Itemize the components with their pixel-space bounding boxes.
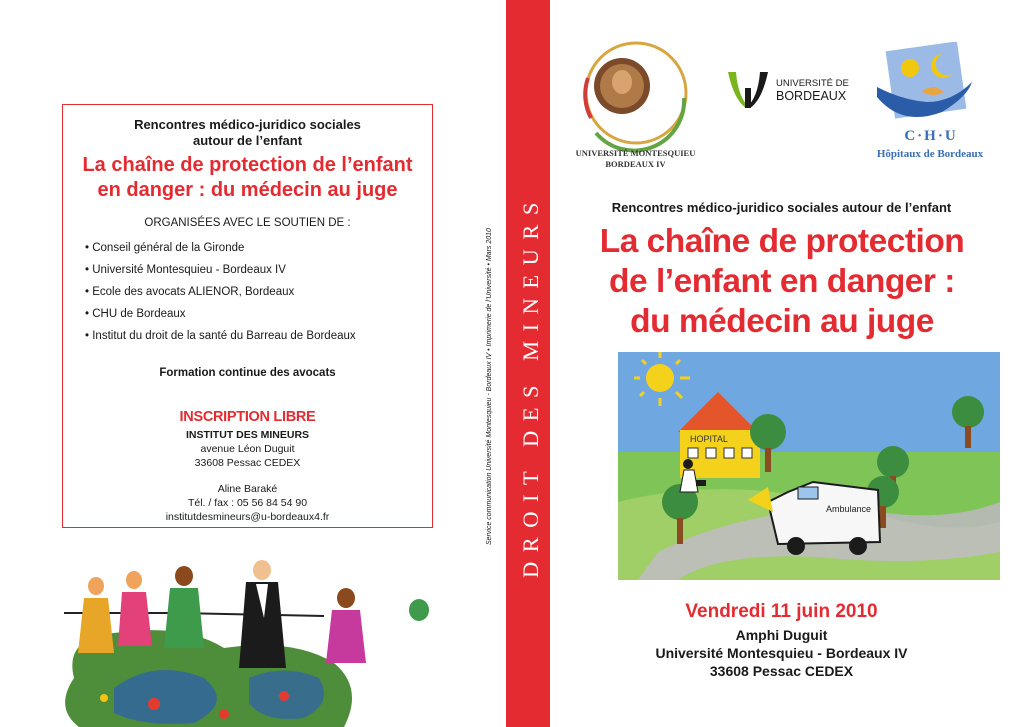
contact-street: avenue Léon Duguit — [200, 443, 295, 455]
venue-room: Amphi Duguit — [735, 627, 828, 643]
contact-person: Aline Baraké — [217, 483, 278, 495]
contact-phone: Tél. / fax : 05 56 84 54 90 — [187, 497, 308, 509]
supports-heading: ORGANISÉES AVEC LE SOUTIEN DE : — [144, 217, 351, 229]
box-title-line1: La chaîne de protection de l’enfant — [82, 154, 413, 176]
montesquieu-label-line2: BORDEAUX IV — [605, 159, 666, 169]
ub-label-line1: UNIVERSITÉ DE — [776, 78, 849, 89]
imprint-credit: Service communication Université Montesquieu - Bordeaux IV • Imprimerie de l’Université • Mars 2010 — [486, 228, 493, 545]
spine-title: DROIT DES MINEURS — [518, 193, 543, 578]
box-kicker-line2: autour de l’enfant — [192, 133, 303, 148]
chu-name: C·H·U — [904, 128, 958, 144]
chu-logo — [872, 42, 976, 128]
hospital-sign: HOPITAL — [690, 434, 728, 444]
venue-university: Université Montesquieu - Bordeaux IV — [655, 645, 908, 661]
supporter-item: • Ecole des avocats ALIENOR, Bordeaux — [85, 281, 356, 303]
contact-city: 33608 Pessac CEDEX — [194, 457, 301, 469]
box-title-line2: en danger : du médecin au juge — [97, 179, 398, 201]
hospital-drawing-image — [618, 352, 1000, 580]
supporter-item: • Université Montesquieu - Bordeaux IV — [85, 259, 356, 281]
supporter-item: • Conseil général de la Gironde — [85, 237, 356, 259]
venue-city: 33608 Pessac CEDEX — [709, 663, 854, 679]
event-kicker: Rencontres médico-juridico sociales autour de l’enfant — [611, 200, 952, 215]
event-title-line3: du médecin au juge — [630, 303, 934, 340]
box-kicker-line1: Rencontres médico-juridico sociales — [134, 117, 361, 132]
contact-institute: INSTITUT DES MINEURS — [185, 429, 310, 441]
formation-note: Formation continue des avocats — [159, 367, 336, 379]
registration-info-box — [62, 104, 433, 528]
chu-subtitle: Hôpitaux de Bordeaux — [876, 148, 984, 160]
montesquieu-label-line1: UNIVERSITÉ MONTESQUIEU — [575, 148, 696, 158]
contact-email[interactable]: institutdesmineurs@u-bordeaux4.fr — [165, 511, 330, 523]
universite-bordeaux-logo — [724, 70, 772, 110]
spine-band — [506, 0, 550, 727]
supporter-item: • CHU de Bordeaux — [85, 303, 356, 325]
ub-label-line2: BORDEAUX — [776, 89, 847, 103]
supporters-list — [85, 237, 356, 347]
event-date: Vendredi 11 juin 2010 — [685, 601, 878, 622]
event-title-line1: La chaîne de protection — [599, 223, 965, 260]
supporter-item: • Institut du droit de la santé du Barreau de Bordeaux — [85, 325, 356, 347]
event-title-line2: de l’enfant en danger : — [609, 263, 955, 300]
ambulance-label: Ambulance — [826, 504, 872, 514]
inscription-heading: INSCRIPTION LIBRE — [179, 409, 316, 425]
children-drawing-image — [34, 528, 444, 727]
